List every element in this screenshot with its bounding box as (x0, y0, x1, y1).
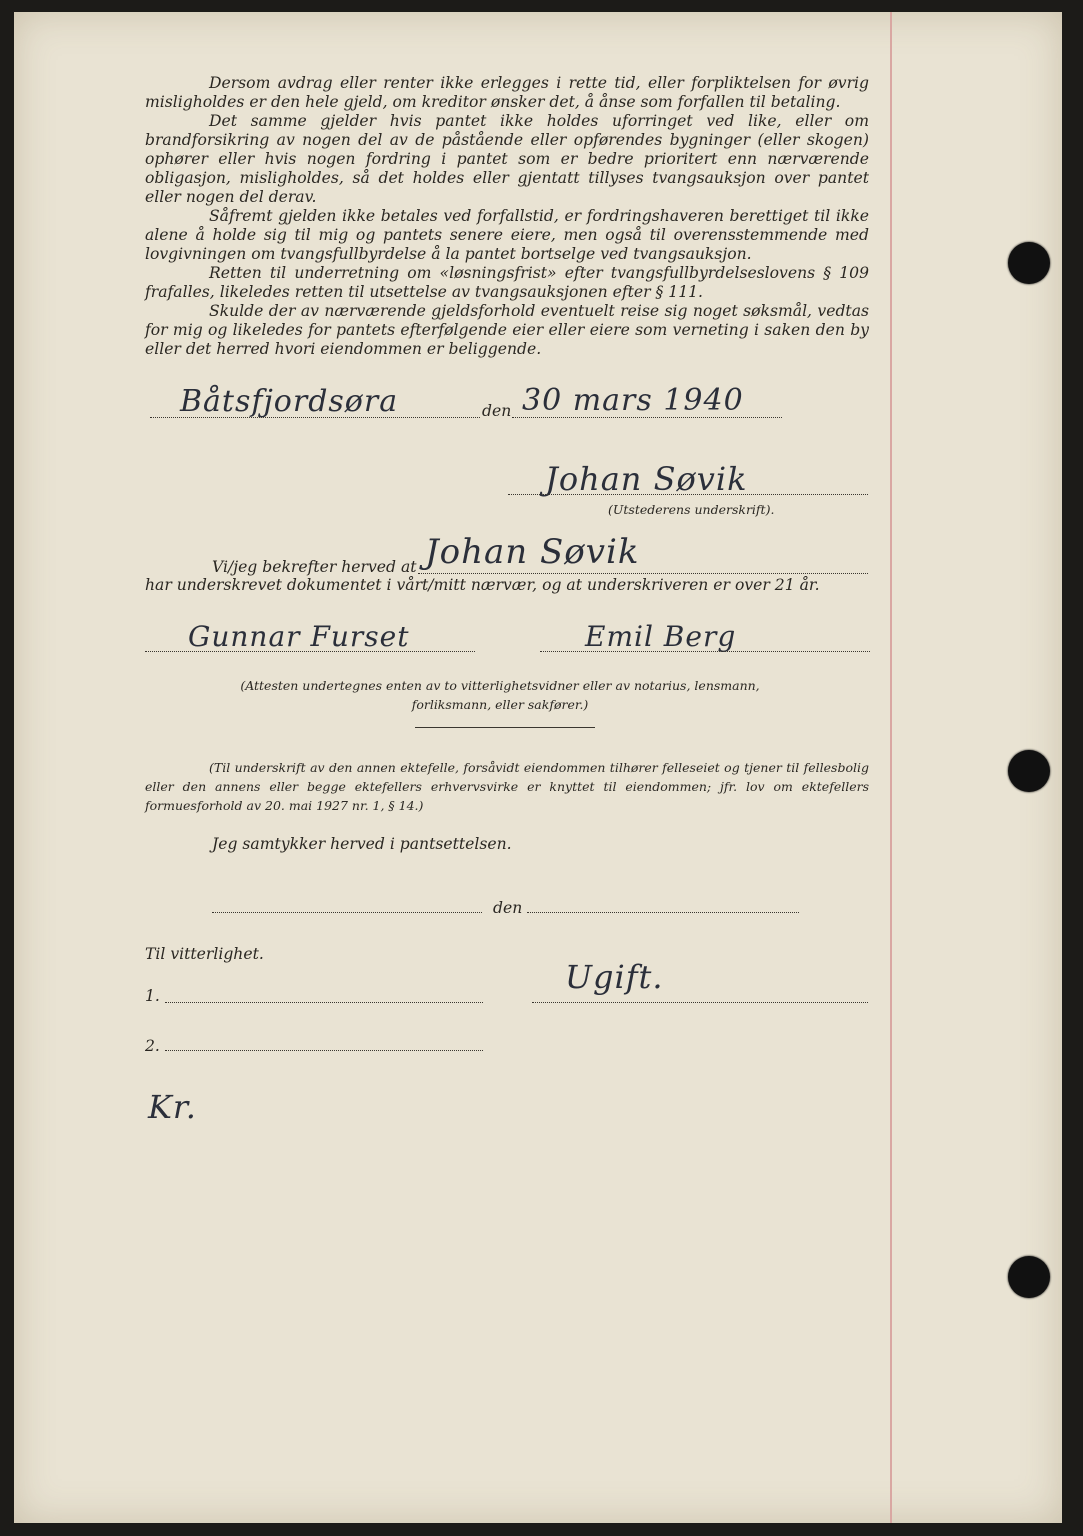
witness-line-1 (165, 1002, 483, 1003)
issuer-caption: (Utstederens underskrift). (608, 502, 775, 517)
den-label: den (482, 402, 512, 420)
date-line (512, 417, 782, 418)
paragraph-venue: Skulde der av nærværende gjeldsforhold eventuelt reise sig noget søksmål, vedtas for mig og likeledes for pantets efterfølgende eier eller eiere som verneting i saken den by eller det herred hvori eiendommen er beliggende. (145, 302, 869, 358)
witness-heading: Til vitterlighet. (145, 945, 264, 963)
witness-number-1: 1. (145, 987, 160, 1005)
place-handwritten: Båtsfjordsøra (180, 384, 399, 419)
paragraph-default: Dersom avdrag eller renter ikke erlegges i rette tid, eller forpliktelsen for øvrig misligholdes er den hele gjeld, om kreditor ønsker det, å ånse som forfallen til betaling. (145, 74, 869, 111)
separator-line (415, 727, 595, 728)
attest-note: (Attesten undertegnes enten av to vitterlighetsvidner eller av notarius, lensmann, forliksmann, eller sakfører.) (240, 678, 760, 712)
paragraph-notice-rights: Retten til underretning om «løsningsfrist» efter tvangsfullbyrdelseslovens § 109 frafalles, likeledes retten til utsettelse av tvangsauksjonen efter § 111. (145, 264, 869, 301)
date-handwritten: 30 mars 1940 (522, 383, 744, 418)
place-line (150, 417, 480, 418)
issuer-signature-line (508, 494, 868, 495)
witness-1-signature: Gunnar Furset (188, 620, 410, 653)
punch-hole-middle (1008, 750, 1050, 792)
consent-place-line (212, 912, 482, 913)
initials-handwritten: Kr. (148, 1088, 197, 1126)
confirm-name-line (418, 573, 868, 574)
punch-hole-bottom (1008, 1256, 1050, 1298)
punch-hole-top (1008, 242, 1050, 284)
paragraph-due-payment: Såfremt gjelden ikke betales ved forfallstid, er fordringshaveren berettiget til ikke alene å holde sig til mig og pantets senere eiere, men også til overensstemmende med lovgivningen om tvangsfullbyrdelse å la pantet bortselge ved tvangsauksjon. (145, 207, 869, 263)
spouse-signature: Ugift. (565, 958, 664, 996)
consent-date-line (527, 912, 799, 913)
confirm-prefix: Vi/jeg bekrefter herved at (212, 558, 417, 576)
issuer-signature: Johan Søvik (545, 460, 748, 498)
witness-2-line (540, 651, 870, 652)
paragraph-pledge-condition: Det samme gjelder hvis pantet ikke holdes uforringet ved like, eller om brandforsikring av nogen del av de påstående eller opførendes bygninger (eller skogen) ophører eller hvis nogen fordring i pantet som er bedre prioritert enn nærværende obligasjon, misligholdes, så det holdes eller gjentatt tillyses tvangsauksjon over pantet eller nogen del derav. (145, 112, 869, 206)
margin-rule (890, 12, 892, 1523)
den-label-2: den (493, 899, 523, 917)
spouse-signature-line (532, 1002, 868, 1003)
witness-1-line (145, 651, 475, 652)
consent-text: Jeg samtykker herved i pantsettelsen. (212, 835, 512, 853)
witness-number-2: 2. (145, 1037, 160, 1055)
spouse-note: (Til underskrift av den annen ektefelle, forsåvidt eiendommen tilhører felleseiet og tjener til fellesbolig eller den annens eller begge ektefellers erhvervsvirke er knyttet til eiendommen; jfr. lov om ektefellers formuesforhold av 20. mai 1927 nr. 1, § 14.) (145, 760, 869, 813)
witness-line-2 (165, 1050, 483, 1051)
witness-2-signature: Emil Berg (585, 620, 737, 653)
confirm-name-handwritten: Johan Søvik (425, 532, 640, 572)
confirm-line-2: har underskrevet dokumentet i vårt/mitt nærvær, og at underskriveren er over 21 år. (145, 576, 820, 594)
